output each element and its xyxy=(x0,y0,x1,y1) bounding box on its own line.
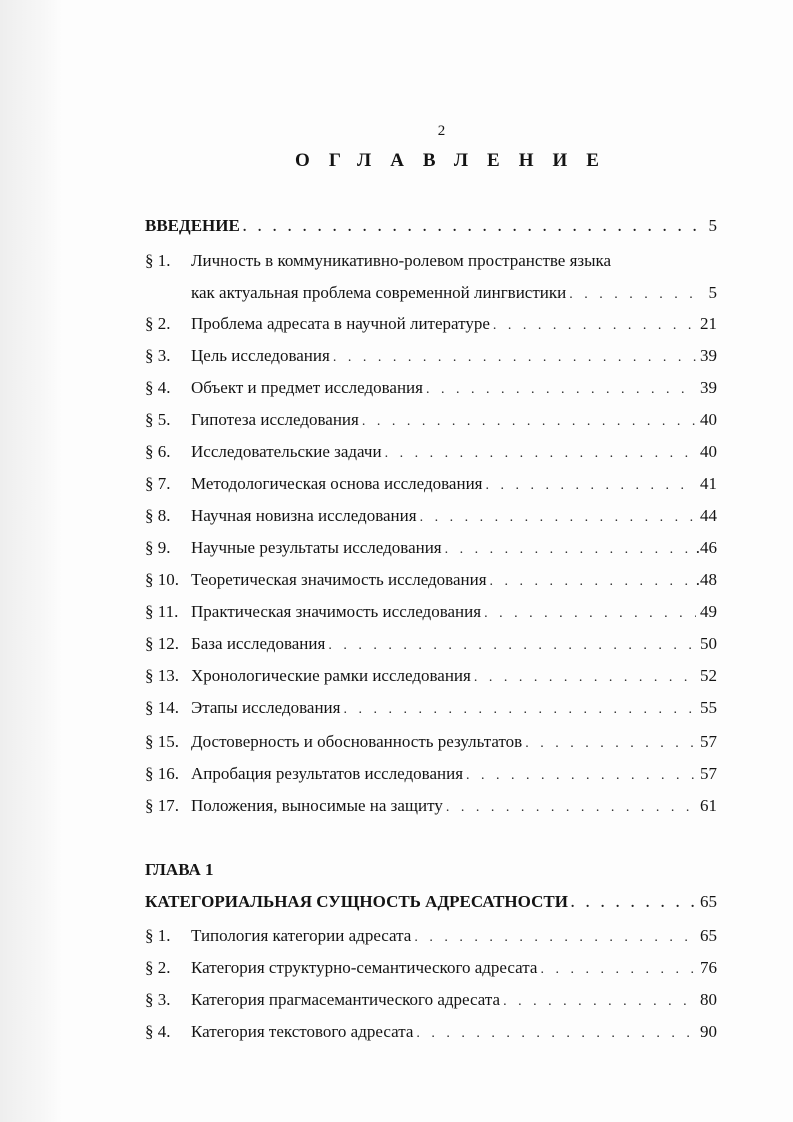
toc-entry-label: Исследовательские задачи xyxy=(191,442,382,461)
toc-entry-continuation[interactable] xyxy=(191,282,717,304)
toc-entry-number: § 17. xyxy=(145,796,179,815)
dot-leader xyxy=(446,797,696,819)
toc-entry-label: как актуальная проблема современной лингвистики xyxy=(191,283,567,302)
toc-entry-label: Категория прагмасемантического адресата xyxy=(191,990,501,1009)
toc-entry-label: Гипотеза исследования xyxy=(191,410,359,429)
dot-leader xyxy=(540,959,696,981)
toc-entry[interactable] xyxy=(145,537,717,559)
dot-leader xyxy=(333,347,696,369)
toc-entry-number: § 6. xyxy=(145,442,171,461)
toc-entry[interactable] xyxy=(145,925,717,947)
toc-entry-number: § 4. xyxy=(145,1022,171,1041)
toc-entry[interactable] xyxy=(145,441,717,463)
toc-entry-page: .46 xyxy=(695,538,717,557)
toc-entry-page: 5 xyxy=(708,216,717,235)
toc-entry[interactable] xyxy=(145,989,717,1011)
toc-entry[interactable] xyxy=(145,795,717,817)
toc-entry-number: § 9. xyxy=(145,538,171,557)
toc-entry-page: 39 xyxy=(700,378,717,397)
dot-leader xyxy=(420,507,696,529)
toc-entry-page: 80 xyxy=(700,990,717,1009)
toc-entry-label: Объект и предмет исследования xyxy=(191,378,423,397)
toc-entry-page: 21 xyxy=(700,314,717,333)
dot-leader xyxy=(385,443,696,465)
dot-leader xyxy=(490,571,693,593)
toc-entry-page: 40 xyxy=(700,442,717,461)
toc-entry-page: 90 xyxy=(700,1022,717,1041)
toc-entry-label: Апробация результатов исследования xyxy=(191,764,464,783)
toc-entry-number: § 4. xyxy=(145,378,171,397)
toc-entry-label: Методологическая основа исследования xyxy=(191,474,483,493)
toc-entry[interactable] xyxy=(145,697,717,719)
toc-entry-page: 50 xyxy=(700,634,717,653)
dot-leader xyxy=(426,379,696,401)
toc-entry[interactable] xyxy=(145,473,717,495)
dot-leader xyxy=(474,667,696,689)
toc-entry-number: § 15. xyxy=(145,732,179,751)
toc-entry[interactable] xyxy=(145,1021,717,1043)
dot-leader xyxy=(503,991,696,1013)
dot-leader xyxy=(525,733,696,755)
toc-entry[interactable] xyxy=(145,957,717,979)
toc-entry-page: 5 xyxy=(708,283,717,302)
toc-entry-label: Категория структурно-семантического адресата xyxy=(191,958,538,977)
dot-leader xyxy=(343,699,696,721)
toc-entry-page: 57 xyxy=(700,732,717,751)
dot-leader xyxy=(445,539,693,561)
dot-leader xyxy=(328,635,696,657)
toc-entry-number: § 7. xyxy=(145,474,171,493)
toc-entry-label: Научные результаты исследования xyxy=(191,538,442,557)
toc-entry-chapter-title[interactable] xyxy=(145,891,717,913)
toc-entry-label: КАТЕГОРИАЛЬНАЯ СУЩНОСТЬ АДРЕСАТНОСТИ xyxy=(145,892,568,911)
toc-entry-page: 55 xyxy=(700,698,717,717)
toc-entry-number: § 8. xyxy=(145,506,171,525)
toc-entry-number: § 1. xyxy=(145,251,171,270)
toc-entry-page: 41 xyxy=(700,474,717,493)
toc-entry[interactable] xyxy=(145,665,717,687)
toc-entry-number: § 3. xyxy=(145,346,171,365)
toc-entry-label: Теоретическая значимость исследования xyxy=(191,570,487,589)
toc-entry-number: § 12. xyxy=(145,634,179,653)
toc-entry-label: Цель исследования xyxy=(191,346,330,365)
toc-entry-label: Положения, выносимые на защиту xyxy=(191,796,443,815)
toc-entry-number: § 16. xyxy=(145,764,179,783)
toc-entry-label: Хронологические рамки исследования xyxy=(191,666,471,685)
toc-entry-page: 49 xyxy=(700,602,717,621)
toc-entry-page: 65 xyxy=(700,926,717,945)
dot-leader xyxy=(484,603,696,625)
chapter-heading: ГЛАВА 1 xyxy=(145,860,214,879)
toc-entry[interactable] xyxy=(145,633,717,655)
dot-leader xyxy=(414,927,696,949)
toc-entry[interactable] xyxy=(145,313,717,335)
toc-entry-page: 40 xyxy=(700,410,717,429)
toc-entry-page: 76 xyxy=(700,958,717,977)
toc-entry-label: Типология категории адресата xyxy=(191,926,412,945)
page-number: 2 xyxy=(437,123,446,139)
toc-entry-label: Проблема адресата в научной литературе xyxy=(191,314,490,333)
toc-entry-page: 44 xyxy=(700,506,717,525)
toc-entry-number: § 2. xyxy=(145,314,171,333)
toc-entry-page: 39 xyxy=(700,346,717,365)
toc-entry[interactable] xyxy=(145,601,717,623)
toc-entry-label: Категория текстового адресата xyxy=(191,1022,414,1041)
toc-entry-page: .48 xyxy=(695,570,717,589)
toc-entry-label: Практическая значимость исследования xyxy=(191,602,482,621)
toc-entry-label: Достоверность и обоснованность результатов xyxy=(191,732,523,751)
toc-entry[interactable] xyxy=(145,377,717,399)
toc-entry-number: § 10. xyxy=(145,570,179,589)
dot-leader xyxy=(416,1023,696,1045)
toc-entry[interactable] xyxy=(145,409,717,431)
toc-entry-page: 52 xyxy=(700,666,717,685)
toc-entry-label: Этапы исследования xyxy=(191,698,341,717)
dot-leader xyxy=(571,893,696,915)
toc-entry-label: ВВЕДЕНИЕ xyxy=(145,216,240,235)
toc-entry[interactable] xyxy=(145,731,717,753)
toc-entry-label: Личность в коммуникативно-ролевом пространстве языка xyxy=(191,251,612,270)
toc-entry[interactable] xyxy=(145,505,717,527)
dot-leader xyxy=(243,217,696,239)
toc-entry-page: 65 xyxy=(700,892,717,911)
dot-leader xyxy=(466,765,696,787)
toc-entry-number: § 3. xyxy=(145,990,171,1009)
toc-entry-number: § 5. xyxy=(145,410,171,429)
toc-entry[interactable] xyxy=(145,569,717,591)
toc-entry-page: 61 xyxy=(700,796,717,815)
dot-leader xyxy=(485,475,696,497)
toc-entry[interactable] xyxy=(145,763,717,785)
toc-entry-number: § 2. xyxy=(145,958,171,977)
toc-entry[interactable] xyxy=(145,250,717,272)
toc-entry-number: § 14. xyxy=(145,698,179,717)
toc-entry-label: Научная новизна исследования xyxy=(191,506,417,525)
toc-entry-number: § 11. xyxy=(145,602,179,621)
dot-leader xyxy=(493,315,696,337)
toc-entry-label: База исследования xyxy=(191,634,326,653)
toc-entry-number: § 13. xyxy=(145,666,179,685)
dot-leader xyxy=(362,411,696,433)
toc-entry-intro[interactable] xyxy=(145,215,717,237)
toc-entry-number: § 1. xyxy=(145,926,171,945)
dot-leader xyxy=(569,284,696,306)
toc-entry[interactable] xyxy=(145,345,717,367)
toc-title: ОГЛАВЛЕНИЕ xyxy=(295,150,618,171)
toc-entry-page: 57 xyxy=(700,764,717,783)
